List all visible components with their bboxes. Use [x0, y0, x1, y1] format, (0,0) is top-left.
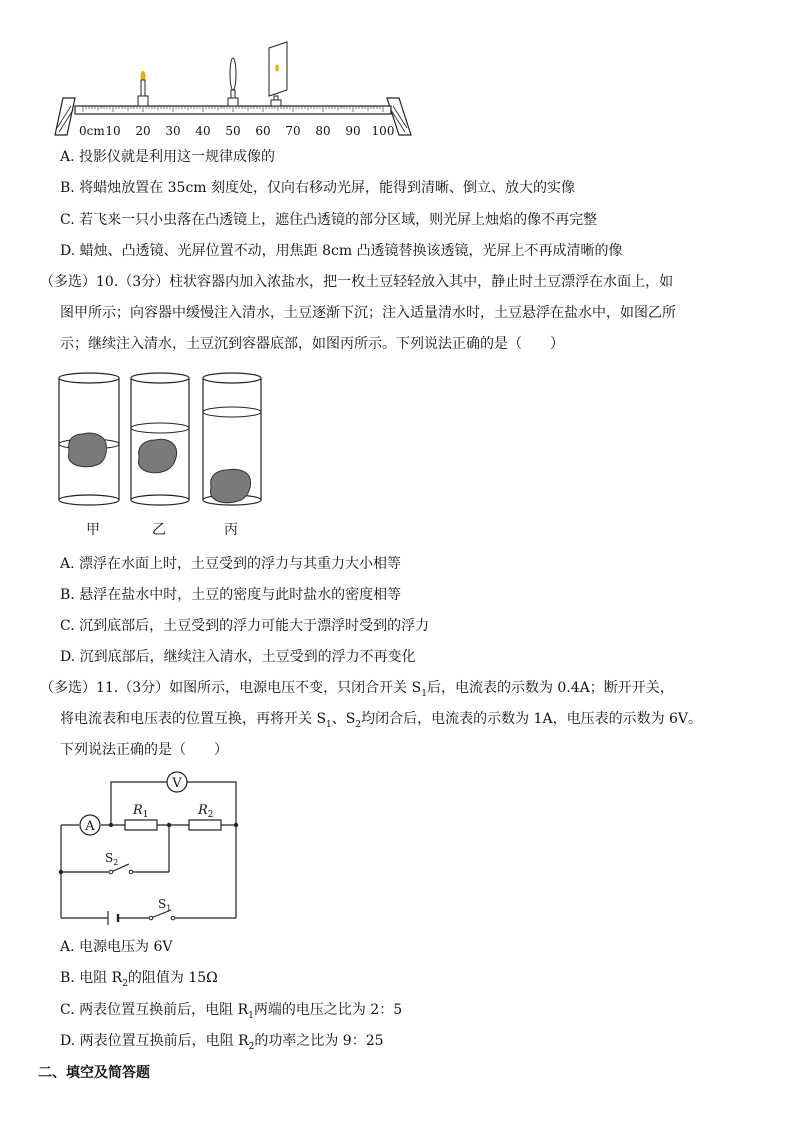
voltmeter: [167, 772, 187, 792]
q11-stem-line1: （多选）11.（3分）如图所示，电源电压不变，只闭合开关 $S_1$后，电流表的示数为 0.4A；断开开关，: [40, 680, 674, 699]
scale-label: 70: [285, 124, 301, 138]
light-screen: [269, 42, 287, 106]
q10-stem-line1: （多选）10.（3分）柱状容器内加入浓盐水，把一枚土豆轻轻放入其中，静止时土豆漂浮在水面上，如: [40, 274, 674, 290]
q11-stem-line2: 将电流表和电压表的位置互换，再将开关 $S_1$、$S_2$均闭合后，电流表的示数为 1A，电压表的示数为 6V。: [60, 711, 703, 730]
convex-lens: [228, 58, 238, 106]
beaker-jia: [59, 373, 119, 505]
scale-label: 80: [315, 124, 331, 138]
svg-text:S2: $S_2$: [105, 851, 119, 867]
q11-option-c: C. 两表位置互换前后，电阻 $R_1$两端的电压之比为 2：5: [60, 1002, 403, 1021]
q11-option-a: A. 电源电压为 6V: [60, 939, 173, 955]
battery: [108, 911, 118, 925]
q10-option-b: B. 悬浮在盐水中时，土豆的密度与此时盐水的密度相等: [60, 587, 402, 603]
beakers-figure: [55, 368, 295, 518]
scale-label: 90: [345, 124, 361, 138]
section-heading: 二、填空及简答题: [38, 1065, 150, 1081]
scale-label: 50: [225, 124, 241, 138]
q9-option-b: B. 将蜡烛放置在 35cm 刻度处，仅向右移动光屏，能得到清晰、倒立、放大的实像: [60, 180, 576, 196]
switch-s2: [105, 851, 133, 874]
beaker-bing: [203, 373, 261, 505]
scale-label: 20: [135, 124, 151, 138]
ammeter: [80, 815, 100, 835]
candle: [138, 71, 148, 106]
q10-option-d: D. 沉到底部后，继续注入清水，土豆受到的浮力不再变化: [60, 649, 416, 665]
scale-label: 0cm: [79, 124, 105, 138]
caption-yi: 乙: [152, 522, 166, 538]
potato: [211, 469, 251, 503]
q10-stem-line3: 示；继续注入清水，土豆沉到容器底部，如图丙所示。下列说法正确的是（ ）: [60, 336, 564, 352]
potato: [139, 439, 177, 473]
ammeter-label: A: [85, 819, 95, 834]
beaker-yi: [131, 373, 189, 505]
caption-jia: 甲: [86, 522, 100, 538]
q9-option-a: A. 投影仪就是利用这一规律成像的: [60, 149, 276, 165]
scale-label: 40: [195, 124, 211, 138]
caption-bing: 丙: [224, 522, 238, 538]
scale-label: 100: [371, 124, 395, 138]
svg-text:R1: $R_1$: [133, 803, 149, 820]
q10-stem-line2: 图甲所示；向容器中缓慢注入清水，土豆逐渐下沉；注入适量清水时，土豆悬浮在盐水中，如图乙所: [60, 305, 676, 321]
scale-label: 30: [165, 124, 181, 138]
bench-scale-labels: [79, 124, 394, 138]
svg-text:R2: $R_2$: [198, 803, 214, 820]
resistor-r2: [189, 803, 221, 830]
q11-stem-line3: 下列说法正确的是（ ）: [60, 742, 228, 758]
bench-left-support: [55, 98, 75, 135]
svg-text:S1: $S_1$: [158, 897, 172, 913]
resistor-r1: [125, 803, 157, 830]
q11-option-b: B. 电阻 $R_2$的阻值为 15Ω: [60, 970, 218, 989]
voltmeter-label: V: [172, 776, 182, 791]
q9-option-d: D. 蜡烛、凸透镜、光屏位置不动，用焦距 8cm 凸透镜替换该透镜，光屏上不再成清晰的像: [60, 243, 623, 259]
q10-option-a: A. 漂浮在水面上时，土豆受到的浮力与其重力大小相等: [60, 556, 402, 572]
scale-label: 60: [255, 124, 271, 138]
optical-bench-figure: [55, 40, 415, 140]
q9-option-c: C. 若飞来一只小虫落在凸透镜上，遮住凸透镜的部分区域，则光屏上烛焰的像不再完整: [60, 212, 598, 228]
potato: [69, 433, 107, 467]
switch-s1: [149, 897, 175, 920]
scale-label: 10: [105, 124, 121, 138]
q11-option-d: D. 两表位置互换前后，电阻 $R_2$的功率之比为 9：25: [60, 1033, 384, 1052]
q10-option-c: C. 沉到底部后，土豆受到的浮力可能大于漂浮时受到的浮力: [60, 618, 430, 634]
circuit-figure: [55, 768, 255, 928]
